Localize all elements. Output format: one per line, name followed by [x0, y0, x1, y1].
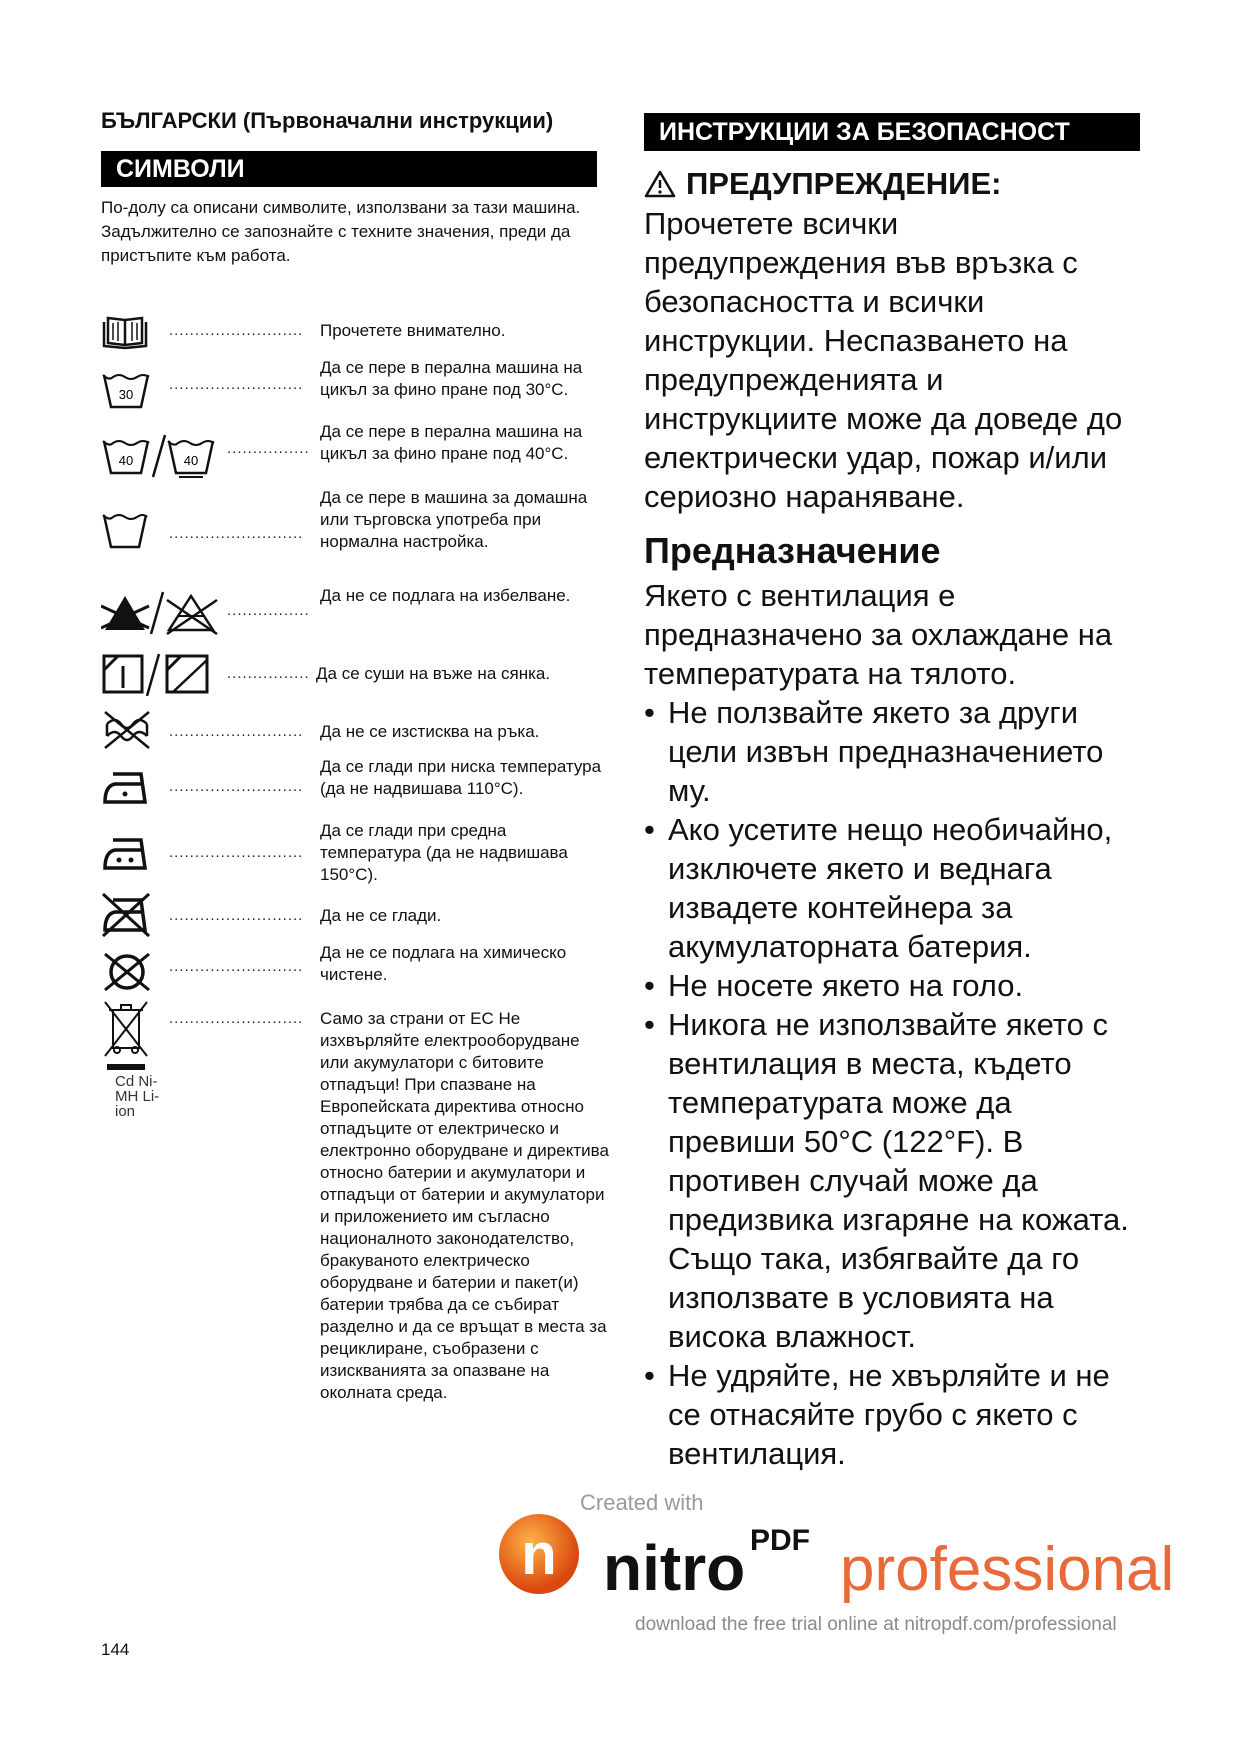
no-iron-icon [101, 892, 151, 938]
page-number: 144 [101, 1640, 130, 1659]
purpose-bullet: • Не носете якето на голо. [644, 966, 1144, 1005]
symbol-row [101, 485, 601, 575]
warning-heading [644, 166, 1001, 202]
leader-dots: .......................... [169, 525, 304, 542]
leader-dots: ................ [227, 440, 310, 457]
symbol-description: Да се глади при ниска температура (да не надвишава 110°C). [320, 757, 602, 798]
symbols-intro [101, 196, 591, 268]
leader-dots: .......................... [169, 907, 304, 924]
iron-low-icon [101, 768, 151, 808]
symbol-description: Само за страни от ЕС Не изхвърляйте електрооборудване или акумулатори с битовите отпадъци! При спазване на Европейската директива относно отпадъците от електрическо и електронно оборудване и директива относно батерии и акумулатори и отпадъци от батерии и акумулатори и приложението им съгласно националното законодателство, бракуваното електрическо оборудване и батерии и пакет(и) батерии трябва да се събират разделно и да се връщат в места за рециклиране, съобразени с изискванията за опазване на околната среда. [320, 1009, 609, 1402]
no-bleach-icon [101, 590, 219, 636]
wash-30-icon [101, 371, 151, 411]
intro-line-2: Задължително се запознайте с техните значения, преди да пристъпите към работа. [101, 222, 571, 265]
leader-dots: .......................... [169, 778, 304, 795]
symbol-description: Прочетете внимателно. [320, 321, 506, 340]
purpose-intro: Якето с вентилация е предназначено за охлаждане на температурата на тялото. [644, 578, 1113, 691]
warning-title: ПРЕДУПРЕЖДЕНИЕ: [686, 166, 1002, 201]
leader-dots: .......................... [169, 723, 304, 740]
symbol-row [101, 706, 601, 756]
leader-dots: .......................... [169, 322, 304, 339]
svg-text:n: n [521, 1522, 557, 1587]
symbol-row [101, 585, 601, 641]
symbols-section-header: СИМВОЛИ [101, 151, 597, 187]
symbol-description: Да се суши на въже на сянка. [316, 664, 551, 683]
leader-dots: .......................... [169, 1010, 304, 1027]
safety-section-header: ИНСТРУКЦИИ ЗА БЕЗОПАСНОСТ [644, 113, 1140, 151]
symbol-row [101, 890, 601, 940]
symbol-description: Да се пере в перална машина на цикъл за фино пране под 40°C. [320, 422, 583, 463]
wash-30-label: 30 [118, 387, 134, 402]
warning-triangle-icon [644, 170, 676, 198]
symbol-description: Да се глади при средна температура (да не надвишава 150°C). [320, 821, 568, 884]
read-manual-icon [101, 314, 149, 350]
symbol-description: Да не се изстисква на ръка. [320, 722, 540, 741]
leader-dots: .......................... [169, 844, 304, 861]
symbol-row [101, 820, 601, 884]
symbol-row [101, 1000, 609, 1520]
watermark-pdf: PDF [750, 1524, 810, 1557]
symbol-row [101, 421, 601, 485]
symbol-description: Да не се глади. [320, 906, 442, 925]
purpose-bullet: • Ако усетите нещо необичайно, изключете якето и веднага извадете контейнера за акумулаторната батерия. [644, 810, 1144, 966]
symbol-description: Да се пере в машина за домашна или търговска употреба при нормална настройка. [320, 488, 588, 551]
dry-shade-icon [101, 652, 216, 696]
intro-line-1: По-долу са описани символите, използвани за тази машина. [101, 198, 581, 217]
wash-normal-icon [101, 509, 149, 551]
leader-dots: ................ [227, 602, 310, 619]
battery-types-label: Cd Ni-MH Li-ion [115, 1073, 160, 1120]
language-title: БЪЛГАРСКИ (Първоначални инструкции) [101, 108, 554, 133]
purpose-bullet: • Не ползвайте якето за други цели извън предназначението му. [644, 693, 1144, 810]
leader-dots: .......................... [169, 376, 304, 393]
wash-40-label: 40 [118, 453, 134, 468]
warning-body: Прочетете всички предупреждения във връзка с безопасността и всички инструкции. Неспазването на предупрежденията и инструкциите може да доведе до електрически удар, пожар и/или сериозно нараняване. [644, 206, 1123, 514]
no-wring-icon [101, 708, 153, 752]
purpose-heading: Предназначение [644, 530, 941, 571]
symbol-description: Да не се подлага на химическо чистене. [320, 943, 567, 984]
symbol-row [101, 357, 601, 421]
leader-dots: .......................... [169, 958, 304, 975]
iron-medium-icon [101, 834, 151, 874]
symbol-row [101, 312, 601, 352]
symbol-row [101, 756, 601, 820]
nitro-watermark [495, 1512, 1185, 1642]
leader-dots: ................ [227, 665, 310, 682]
symbol-row [101, 942, 601, 998]
purpose-bullet: • Никога не използвайте якето с вентилация в места, където температурата може да превиши 50°C (122°F). В противен случай може да предизвика изгаряне на кожата. Също така, избягвайте да го използвате в условията на висока влажност. [644, 1005, 1144, 1356]
wash-40-icon [101, 433, 216, 479]
wash-40b-label: 40 [183, 453, 199, 468]
watermark-created-with: Created with [580, 1490, 704, 1515]
symbol-row [101, 648, 601, 698]
symbol-description: Да не се подлага на избелване. [320, 586, 571, 605]
no-dry-clean-icon [101, 950, 153, 994]
purpose-bullet: • Не удряйте, не хвърляйте и не се отнасяйте грубо с якето с вентилация. [644, 1356, 1144, 1473]
symbol-description: Да се пере в перална машина на цикъл за фино пране под 30°C. [320, 358, 583, 399]
purpose-section [644, 576, 1144, 1473]
watermark-tagline: download the free trial online at nitropdf.com/professional [635, 1614, 1117, 1635]
watermark-brand: nitro [603, 1532, 746, 1604]
watermark-product: professional [840, 1535, 1175, 1604]
